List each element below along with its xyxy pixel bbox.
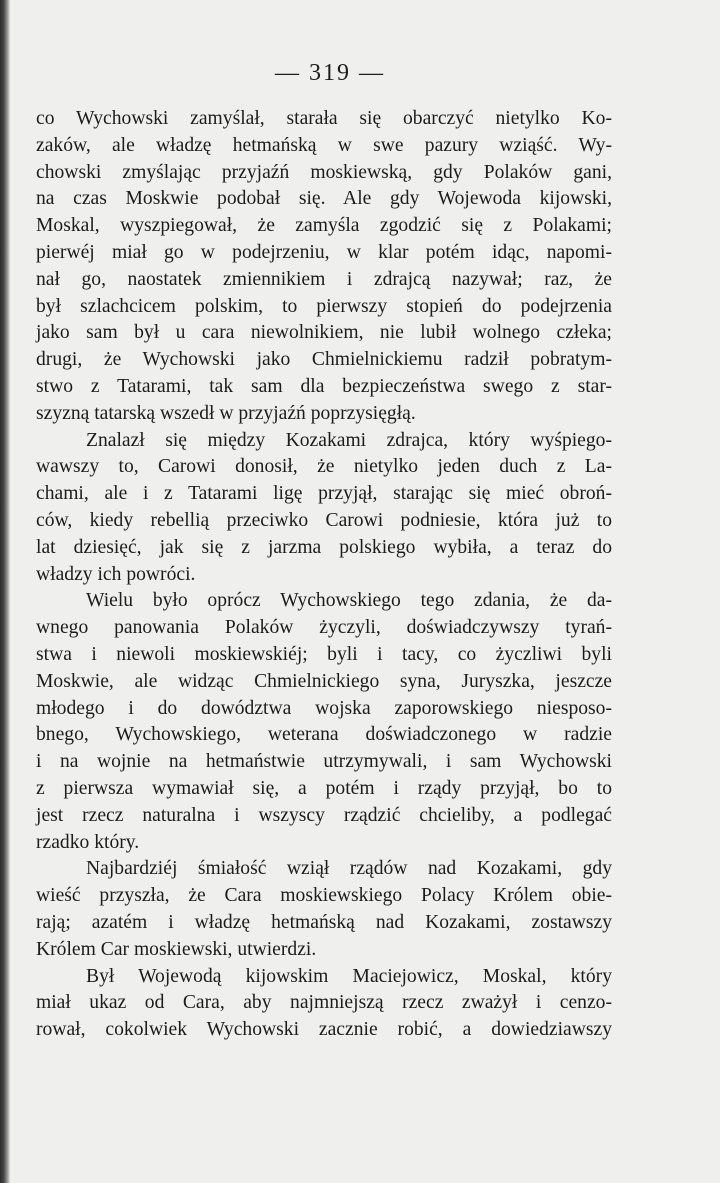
text-line: co Wychowski zamyślał, starała się obarczyć nietylko Ko- (36, 108, 612, 129)
text-line: zaków, ale władzę hetmańską w swe pazury wziąść. Wy- (36, 134, 612, 156)
text-line: rował, cokolwiek Wychowski zacznie robić, a dowiedziawszy (36, 1019, 612, 1041)
body-text (36, 106, 612, 1044)
text-line: drugi, że Wychowski jako Chmielnickiemu radził pobratym- (36, 349, 612, 371)
text-line: Moskal, wyszpiegował, że zamyśla zgodzić się z Polakami; (36, 215, 612, 237)
text-line-paragraph-start: Był Wojewodą kijowskim Maciejowicz, Moskal, który (86, 965, 612, 987)
text-line-paragraph-start: Znalazł się między Kozakami zdrajca, który wyśpiego- (86, 429, 612, 451)
text-line: był szlachcicem polskim, to pierwszy stopień do podejrzenia (36, 295, 612, 317)
text-line: nał go, naostatek zmiennikiem i zdrajcą nazywał; raz, że (36, 268, 612, 290)
page-binding-edge (0, 0, 10, 1183)
text-line: chami, ale i z Tatarami ligę przyjął, starając się mieć obroń- (36, 483, 612, 505)
text-line: wieść przyszła, że Cara moskiewskiego Polacy Królem obie- (36, 885, 612, 907)
text-line: z pierwsza wymawiał się, a potém i rządy przyjął, bo to (36, 777, 612, 799)
text-line: lat dziesięć, jak się z jarzma polskiego wybiła, a teraz do (36, 536, 612, 558)
text-line: i na wojnie na hetmaństwie utrzymywali, i sam Wychowski (36, 751, 612, 773)
text-line: jako sam był u cara niewolnikiem, nie lubił wolnego człeka; (36, 322, 612, 344)
text-line: stwo z Tatarami, tak sam dla bezpieczeństwa swego z star- (36, 375, 612, 397)
text-line: szyzną tatarską wszedł w przyjaźń poprzysięgłą. (36, 402, 416, 424)
text-line: Moskwie, ale widząc Chmielnickiego syna, Juryszka, jeszcze (36, 670, 612, 692)
text-line-paragraph-start: Wielu było oprócz Wychowskiego tego zdania, że da- (86, 590, 612, 612)
text-line: młodego i do dowództwa wojska zaporowskiego niesposo- (36, 697, 612, 719)
text-line-paragraph-start: Najbardziéj śmiałość wziął rządów nad Kozakami, gdy (86, 858, 612, 880)
text-line: rają; azatém i władzę hetmańską nad Kozakami, zostawszy (36, 911, 612, 933)
text-line: jest rzecz naturalna i wszyscy rządzić chcieliby, a podlegać (36, 804, 612, 826)
text-line: ców, kiedy rebellią przeciwko Carowi podniesie, która już to (36, 509, 612, 531)
text-line: wawszy to, Carowi donosił, że nietylko jeden duch z La- (36, 456, 612, 478)
text-line: miał ukaz od Cara, aby najmniejszą rzecz zważył i cenzo- (36, 992, 612, 1014)
text-line: władzy ich powróci. (36, 563, 196, 585)
text-line: wnego panowania Polaków życzyli, doświadczywszy tyrań- (36, 617, 612, 639)
text-line: bnego, Wychowskiego, weterana doświadczonego w radzie (36, 724, 612, 746)
text-line: Królem Car moskiewski, utwierdzi. (36, 938, 317, 960)
text-line: stwa i niewoli moskiewskiéj; byli i tacy, co życzliwi byli (36, 643, 612, 665)
text-line: na czas Moskwie podobał się. Ale gdy Wojewoda kijowski, (36, 188, 612, 210)
text-line: chowski zmyślając przyjaźń moskiewską, gdy Polaków gani, (36, 161, 612, 183)
page-number-header: — 319 — (275, 60, 385, 86)
text-line: pierwéj miał go w podejrzeniu, w klar potém idąc, napomi- (36, 241, 612, 263)
text-line: rzadko który. (36, 831, 140, 853)
